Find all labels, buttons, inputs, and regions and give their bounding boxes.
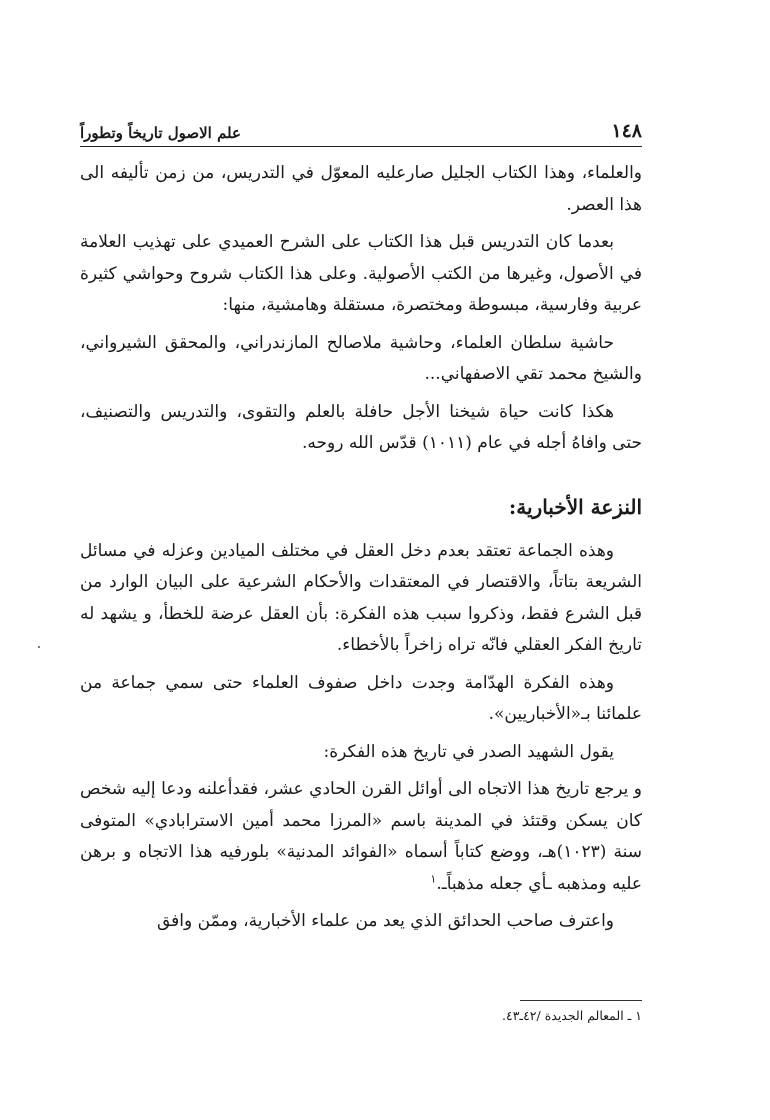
footnote-rule (520, 1000, 642, 1001)
paragraph-7: يقول الشهيد الصدر في تاريخ هذه الفكرة: (323, 741, 614, 762)
running-title: علم الاصول تاريخاً وتطوراً (80, 124, 241, 142)
main-text (80, 158, 642, 944)
paragraph-9: واعترف صاحب الحدائق الذي يعد من علماء الأخبارية، وممّن وافق (157, 911, 614, 931)
paragraph-1: والعلماء، وهذا الكتاب الجليل صارعليه المعوّل في التدريس، من زمن تأليفه الى هذا العصر. (80, 163, 642, 215)
section-heading: النزعة الأخبارية: (508, 494, 642, 519)
paragraph-8 (80, 774, 642, 900)
paragraph-2: بعدما كان التدريس قبل هذا الكتاب على الشرح العميدي على تهذيب العلامة في الأصول، وغيرها من الكتب الأصولية. وعلى هذا الكتاب شروح وحواشي كثيرة عربية وفارسية، مبسوطة ومختصرة، مستقلة وهامشية، منها: (80, 232, 642, 315)
margin-dot (38, 646, 40, 648)
footnote: ١ ـ المعالم الجديدة /٤٢ـ٤٣. (502, 1008, 642, 1023)
page-number: ١٤٨ (611, 120, 642, 142)
footnote-reference[interactable]: ١ (430, 871, 437, 885)
paragraph-5: وهذه الجماعة تعتقد بعدم دخل العقل في مختلف الميادين وعزله في مسائل الشريعة بتاتاً، والاقتصار في المعتقدات والأحكام الشرعية على البيان الوارد من قبل الشرع فقط، وذكروا سبب هذه الفكرة: بأن العقل عرضة للخطأ، و يشهد له تاريخ الفكر العقلي فانّه تراه زاخراً بالأخطاء. (80, 540, 642, 655)
paragraph-3: حاشية سلطان العلماء، وحاشية ملاصالح المازندراني، والمحقق الشيرواني، والشيخ محمد تقي الاصفهاني... (80, 332, 642, 384)
paragraph-4: هكذا كانت حياة شيخنا الأجل حافلة بالعلم والتقوى، والتدريس والتصنيف، حتى وافاهُ أجله في عام (١٠١١) قدّس الله روحه. (80, 401, 642, 453)
paragraph-8-text: و يرجع تاريخ هذا الاتجاه الى أوائل القرن الحادي عشر، فقدأعلنه ودعا إليه شخص كان يسكن وقتئذ في المدينة باسم «المرزا محمد أمين الاسترابادي» المتوفى سنة (١٠٢٣)هـ، ووضع كتاباً أسماه «الفوائد المدنية» بلورفيه هذا الاتجاه و برهن عليه ومذهبه ـأي جعله مذهباًـ. (80, 779, 642, 894)
paragraph-6: وهذه الفكرة الهدّامة وجدت داخل صفوف العلماء حتى سمي جماعة من علمائنا بـ«الأخباريين». (80, 672, 642, 724)
header-rule (80, 146, 642, 147)
page-header (80, 118, 642, 142)
